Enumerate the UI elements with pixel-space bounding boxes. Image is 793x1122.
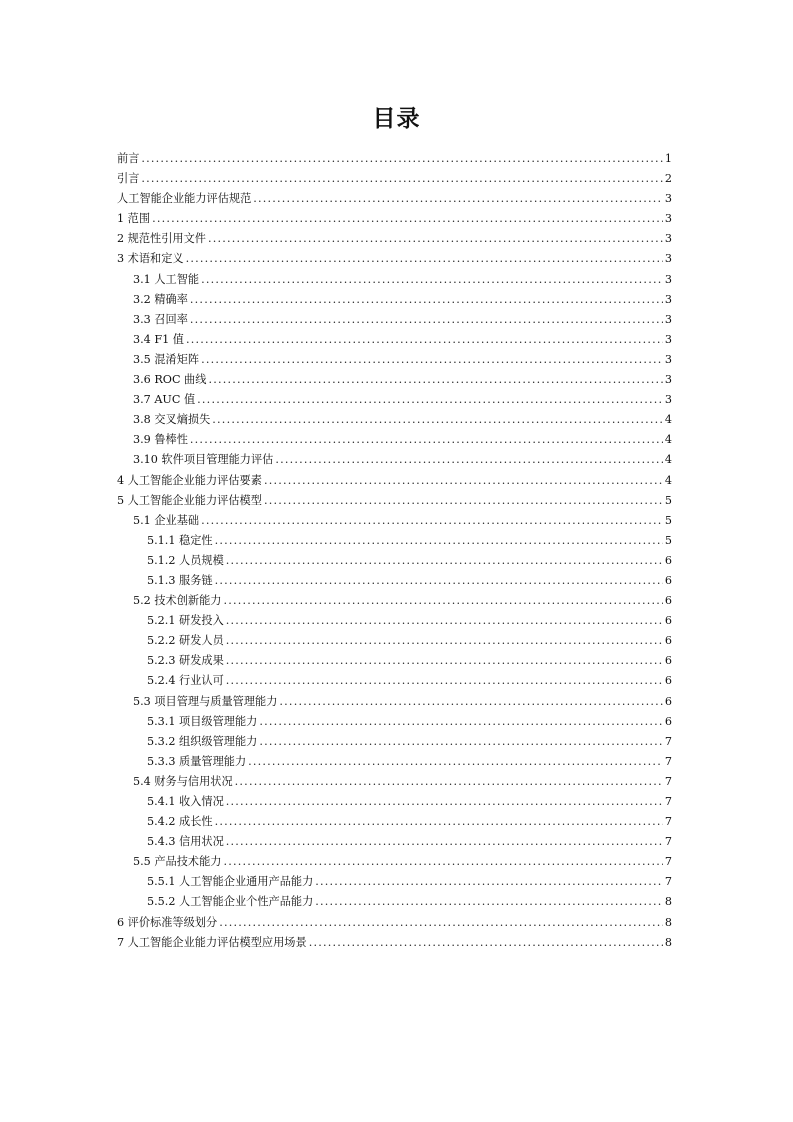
toc-entry[interactable] bbox=[117, 712, 672, 732]
toc-entry-page: 3 bbox=[664, 252, 672, 266]
toc-entry-label: 7 人工智能企业能力评估模型应用场景 bbox=[117, 935, 307, 949]
toc-leader-dots bbox=[219, 913, 663, 933]
toc-entry-page: 8 bbox=[664, 935, 672, 949]
toc-leader-dots bbox=[215, 812, 663, 832]
toc-entry-label: 3.4 F1 值 bbox=[133, 332, 184, 346]
toc-entry-label: 引言 bbox=[117, 172, 140, 186]
toc-entry-page: 5 bbox=[664, 493, 672, 507]
toc-entry[interactable] bbox=[117, 671, 672, 691]
toc-entry[interactable] bbox=[117, 792, 672, 812]
toc-entry-page: 7 bbox=[664, 855, 672, 869]
toc-entry-label: 5.1.2 人员规模 bbox=[147, 553, 224, 567]
toc-entry[interactable] bbox=[117, 290, 672, 310]
toc-entry-label: 3.10 软件项目管理能力评估 bbox=[133, 453, 274, 467]
toc-entry[interactable] bbox=[117, 892, 672, 912]
toc-leader-dots bbox=[226, 651, 663, 671]
toc-entry-label: 前言 bbox=[117, 152, 140, 165]
toc-entry-page: 7 bbox=[664, 774, 672, 788]
toc-entry-page: 6 bbox=[664, 634, 672, 648]
toc-entry[interactable] bbox=[117, 390, 672, 410]
toc-entry-label: 5.2.4 行业认可 bbox=[147, 674, 224, 688]
toc-entry-label: 5.3.1 项目级管理能力 bbox=[147, 714, 258, 728]
toc-entry[interactable] bbox=[117, 611, 672, 631]
toc-entry[interactable] bbox=[117, 270, 672, 290]
toc-entry[interactable] bbox=[117, 350, 672, 370]
toc-entry-page: 7 bbox=[664, 875, 672, 889]
toc-entry-page: 2 bbox=[664, 172, 672, 186]
toc-leader-dots bbox=[201, 511, 663, 531]
toc-entry[interactable] bbox=[117, 471, 672, 491]
toc-entry-page: 1 bbox=[664, 152, 672, 165]
toc-entry[interactable] bbox=[117, 410, 672, 430]
toc-entry[interactable] bbox=[117, 209, 672, 229]
toc-entry[interactable] bbox=[117, 249, 672, 269]
toc-entry[interactable] bbox=[117, 330, 672, 350]
toc-entry-label: 5 人工智能企业能力评估模型 bbox=[117, 493, 262, 507]
toc-entry-page: 7 bbox=[664, 795, 672, 808]
toc-entry-page: 8 bbox=[664, 895, 672, 909]
toc-entry[interactable] bbox=[117, 229, 672, 249]
toc-leader-dots bbox=[259, 732, 663, 752]
toc-leader-dots bbox=[223, 591, 662, 611]
toc-entry-page: 3 bbox=[664, 312, 672, 326]
toc-entry-label: 5.2.1 研发投入 bbox=[147, 614, 224, 628]
toc-entry-label: 3.6 ROC 曲线 bbox=[133, 373, 207, 387]
toc-entry-label: 5.3.2 组织级管理能力 bbox=[147, 734, 258, 748]
toc-entry-label: 5.2.2 研发人员 bbox=[147, 634, 224, 648]
toc-entry-label: 3.1 人工智能 bbox=[133, 272, 200, 286]
toc-entry[interactable] bbox=[117, 732, 672, 752]
toc-entry-page: 7 bbox=[664, 734, 672, 748]
toc-entry-page: 5 bbox=[664, 513, 672, 527]
toc-entry[interactable] bbox=[117, 752, 672, 772]
toc-entry-page: 6 bbox=[664, 594, 672, 608]
toc-entry-label: 人工智能企业能力评估规范 bbox=[117, 192, 252, 206]
toc-entry-label: 3 术语和定义 bbox=[117, 252, 184, 266]
toc-leader-dots bbox=[226, 832, 663, 852]
toc-entry[interactable] bbox=[117, 591, 672, 611]
toc-entry[interactable] bbox=[117, 531, 672, 551]
toc-leader-dots bbox=[215, 531, 663, 551]
toc-entry[interactable] bbox=[117, 933, 672, 953]
toc-entry[interactable] bbox=[117, 852, 672, 872]
toc-entry-label: 6 评价标准等级划分 bbox=[117, 915, 218, 929]
toc-leader-dots bbox=[215, 571, 663, 591]
toc-leader-dots bbox=[212, 410, 663, 430]
toc-entry-page: 3 bbox=[664, 373, 672, 387]
toc-entry-page: 3 bbox=[664, 393, 672, 407]
toc-leader-dots bbox=[309, 933, 663, 953]
toc-leader-dots bbox=[186, 249, 663, 269]
toc-entry-page: 5 bbox=[664, 533, 672, 547]
toc-entry-page: 6 bbox=[664, 694, 672, 708]
toc-leader-dots bbox=[208, 370, 662, 390]
toc-leader-dots bbox=[208, 229, 663, 249]
toc-entry[interactable] bbox=[117, 169, 672, 189]
toc-entry-page: 3 bbox=[664, 332, 672, 346]
toc-entry-label: 5.5.1 人工智能企业通用产品能力 bbox=[147, 875, 314, 889]
toc-leader-dots bbox=[235, 772, 663, 792]
toc-leader-dots bbox=[197, 390, 663, 410]
toc-entry[interactable] bbox=[117, 430, 672, 450]
toc-entry-label: 1 范围 bbox=[117, 212, 151, 226]
toc-entry-label: 2 规范性引用文件 bbox=[117, 232, 206, 246]
toc-entry[interactable] bbox=[117, 551, 672, 571]
toc-entry-label: 5.3 项目管理与质量管理能力 bbox=[133, 694, 278, 708]
toc-entry[interactable] bbox=[117, 450, 672, 470]
toc-entry[interactable] bbox=[117, 692, 672, 712]
toc-leader-dots bbox=[141, 169, 662, 189]
toc-entry[interactable] bbox=[117, 310, 672, 330]
toc-leader-dots bbox=[248, 752, 663, 772]
toc-entry-label: 5.2 技术创新能力 bbox=[133, 594, 222, 608]
toc-entry-page: 6 bbox=[664, 674, 672, 688]
toc-leader-dots bbox=[152, 209, 663, 229]
toc-entry-page: 6 bbox=[664, 573, 672, 587]
page-title: 目录 bbox=[372, 106, 421, 132]
toc-entry-page: 6 bbox=[664, 654, 672, 668]
toc-entry-page: 3 bbox=[664, 272, 672, 286]
toc-entry-label: 5.3.3 质量管理能力 bbox=[147, 754, 247, 768]
toc-entry[interactable] bbox=[117, 913, 672, 933]
toc-leader-dots bbox=[226, 611, 663, 631]
toc-entry-label: 5.4 财务与信用状况 bbox=[133, 774, 233, 788]
toc-entry-label: 5.2.3 研发成果 bbox=[147, 654, 224, 668]
toc-entry-page: 3 bbox=[664, 292, 672, 306]
toc-entry[interactable] bbox=[117, 651, 672, 671]
toc-entry-label: 5.1.1 稳定性 bbox=[147, 533, 213, 547]
toc-entry[interactable] bbox=[117, 571, 672, 591]
toc-leader-dots bbox=[226, 631, 663, 651]
toc-entry[interactable] bbox=[117, 812, 672, 832]
toc-entry-page: 7 bbox=[664, 815, 672, 829]
toc-entry-page: 3 bbox=[664, 212, 672, 226]
toc-entry-page: 7 bbox=[664, 835, 672, 849]
toc-leader-dots bbox=[264, 491, 663, 511]
toc-entry-page: 3 bbox=[664, 192, 672, 206]
toc-entry-label: 3.3 召回率 bbox=[133, 312, 188, 326]
table-of-contents bbox=[117, 149, 672, 953]
toc-entry[interactable] bbox=[117, 511, 672, 531]
toc-leader-dots bbox=[315, 892, 663, 912]
toc-entry-label: 5.1 企业基础 bbox=[133, 513, 200, 527]
toc-leader-dots bbox=[279, 692, 662, 712]
toc-entry[interactable] bbox=[117, 872, 672, 892]
toc-leader-dots bbox=[226, 551, 663, 571]
toc-entry[interactable] bbox=[117, 189, 672, 209]
toc-entry-page: 4 bbox=[664, 473, 672, 487]
toc-leader-dots bbox=[190, 290, 663, 310]
toc-entry[interactable] bbox=[117, 631, 672, 651]
toc-entry-page: 8 bbox=[664, 915, 672, 929]
toc-entry[interactable] bbox=[117, 832, 672, 852]
toc-leader-dots bbox=[223, 852, 662, 872]
toc-entry-page: 6 bbox=[664, 553, 672, 567]
toc-entry-page: 4 bbox=[664, 453, 672, 467]
toc-entry[interactable] bbox=[117, 149, 672, 169]
toc-entry-page: 6 bbox=[664, 714, 672, 728]
toc-leader-dots bbox=[253, 189, 663, 209]
toc-entry[interactable] bbox=[117, 772, 672, 792]
toc-leader-dots bbox=[201, 350, 663, 370]
toc-entry[interactable] bbox=[117, 370, 672, 390]
toc-leader-dots bbox=[226, 671, 663, 691]
toc-entry-label: 5.4.3 信用状况 bbox=[147, 835, 224, 849]
toc-entry-page: 3 bbox=[664, 352, 672, 366]
toc-entry-label: 5.4.2 成长性 bbox=[147, 815, 213, 829]
toc-leader-dots bbox=[315, 872, 663, 892]
toc-leader-dots bbox=[190, 310, 663, 330]
toc-entry-label: 3.9 鲁棒性 bbox=[133, 433, 188, 447]
toc-entry-label: 5.5 产品技术能力 bbox=[133, 855, 222, 869]
toc-entry-page: 4 bbox=[664, 413, 672, 427]
toc-entry-label: 5.1.3 服务链 bbox=[147, 573, 213, 587]
toc-leader-dots bbox=[264, 471, 663, 491]
toc-entry-label: 3.2 精确率 bbox=[133, 292, 188, 306]
toc-leader-dots bbox=[186, 330, 663, 350]
toc-entry-page: 7 bbox=[664, 754, 672, 768]
toc-leader-dots bbox=[201, 270, 663, 290]
toc-entry-label: 3.8 交叉熵损失 bbox=[133, 413, 211, 427]
toc-entry-page: 6 bbox=[664, 614, 672, 628]
toc-entry-label: 3.7 AUC 值 bbox=[133, 393, 196, 407]
toc-leader-dots bbox=[141, 149, 662, 169]
toc-leader-dots bbox=[226, 792, 663, 812]
toc-entry-label: 5.5.2 人工智能企业个性产品能力 bbox=[147, 895, 314, 909]
toc-entry-page: 3 bbox=[664, 232, 672, 246]
toc-entry-label: 5.4.1 收入情况 bbox=[147, 795, 224, 808]
toc-leader-dots bbox=[275, 450, 663, 470]
toc-leader-dots bbox=[259, 712, 663, 732]
toc-entry-label: 3.5 混淆矩阵 bbox=[133, 352, 200, 366]
toc-leader-dots bbox=[190, 430, 663, 450]
toc-entry-label: 4 人工智能企业能力评估要素 bbox=[117, 473, 262, 487]
toc-entry-page: 4 bbox=[664, 433, 672, 447]
toc-entry[interactable] bbox=[117, 491, 672, 511]
